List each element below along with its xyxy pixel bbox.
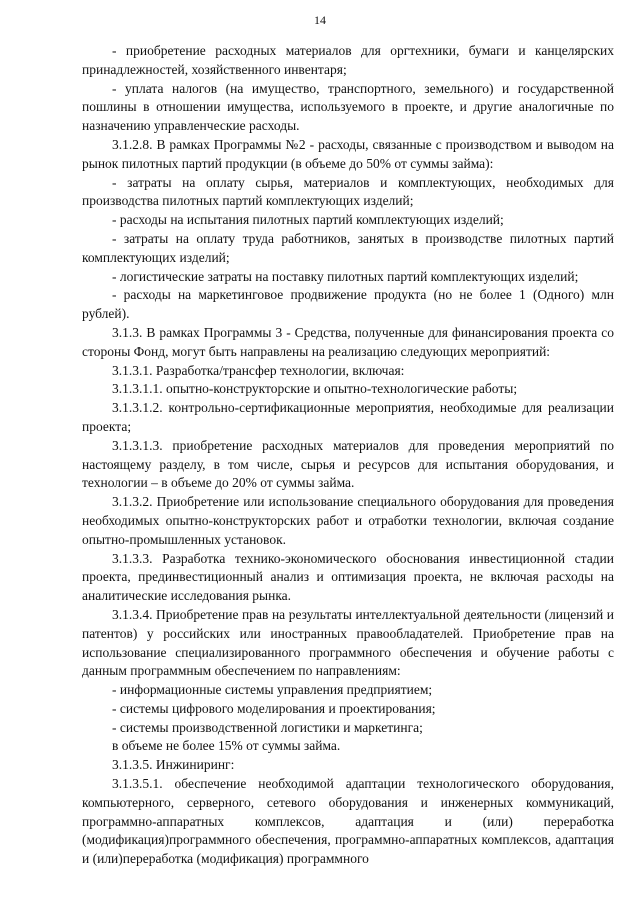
- document-body: [82, 42, 614, 869]
- paragraph: 3.1.3.5.1. обеспечение необходимой адаптации технологического оборудования, компьютерного, серверного, сетевого оборудования и инженерных коммуникаций, программно-аппаратных комплексов, адаптация и (или) переработка (модификация)программного обеспечения, программно-аппаратных комплексов, адаптация и (или)переработка (модификация) программного: [82, 776, 614, 867]
- page-number: 14: [314, 13, 326, 27]
- paragraph: 3.1.3.1. Разработка/трансфер технологии, включая:: [112, 362, 405, 378]
- paragraph: - уплата налогов (на имущество, транспортного, земельного) и государственной пошлины в отношении имущества, используемого в проекте, и другие аналогичные по назначению управленческие расходы.: [82, 80, 614, 134]
- paragraph: 3.1.3.1.3. приобретение расходных материалов для проведения мероприятий по настоящему разделу, в том числе, сырья и ресурсов для испытания оборудования, и технологии – в объеме до 20% от суммы займа.: [82, 437, 614, 491]
- paragraph: - затраты на оплату труда работников, занятых в производстве пилотных партий комплектующих изделий;: [82, 230, 614, 265]
- paragraph: 3.1.3.4. Приобретение прав на результаты интеллектуальной деятельности (лицензий и патентов) у российских или иностранных правообладателей. Приобретение прав на использование специализированного программного обеспечения и обучение работы с данным программным обеспечением по направлениям:: [82, 606, 614, 679]
- paragraph: 3.1.3.1.1. опытно-конструкторские и опытно-технологические работы;: [112, 381, 518, 397]
- paragraph: 3.1.3.5. Инжиниринг:: [112, 757, 235, 773]
- paragraph: - приобретение расходных материалов для оргтехники, бумаги и канцелярских принадлежностей, хозяйственного инвентаря;: [82, 43, 614, 77]
- paragraph: - расходы на испытания пилотных партий комплектующих изделий;: [112, 212, 504, 228]
- paragraph: в объеме не более 15% от суммы займа.: [112, 738, 341, 754]
- paragraph: 3.1.2.8. В рамках Программы №2 - расходы, связанные с производством и выводом на рынок пилотных партий продукции (в объеме до 50% от суммы займа):: [82, 136, 614, 171]
- paragraph: - затраты на оплату сырья, материалов и комплектующих, необходимых для производства пилотных партий комплектующих изделий;: [82, 174, 614, 209]
- paragraph: - информационные системы управления предприятием;: [112, 682, 433, 698]
- paragraph: - системы цифрового моделирования и проектирования;: [112, 700, 436, 716]
- paragraph: 3.1.3.1.2. контрольно-сертификационные мероприятия, необходимые для реализации проекта;: [82, 400, 614, 434]
- paragraph: 3.1.3. В рамках Программы 3 - Средства, полученные для финансирования проекта со стороны Фонд, могут быть направлены на реализацию следующих мероприятий:: [82, 324, 614, 359]
- paragraph: 3.1.3.3. Разработка технико-экономического обоснования инвестиционной стадии проекта, прединвестиционный анализ и оптимизация проекта, не включая расходы на аналитические исследования рынка.: [82, 550, 614, 604]
- paragraph: 3.1.3.2. Приобретение или использование специального оборудования для проведения необходимых опытно-конструкторских работ и отработки технологии, включая создание опытно-промышленных установок.: [82, 494, 614, 547]
- paragraph: - логистические затраты на поставку пилотных партий комплектующих изделий;: [112, 268, 579, 284]
- paragraph: - расходы на маркетинговое продвижение продукта (но не более 1 (Одного) млн рублей).: [82, 287, 614, 322]
- paragraph: - системы производственной логистики и маркетинга;: [112, 719, 423, 735]
